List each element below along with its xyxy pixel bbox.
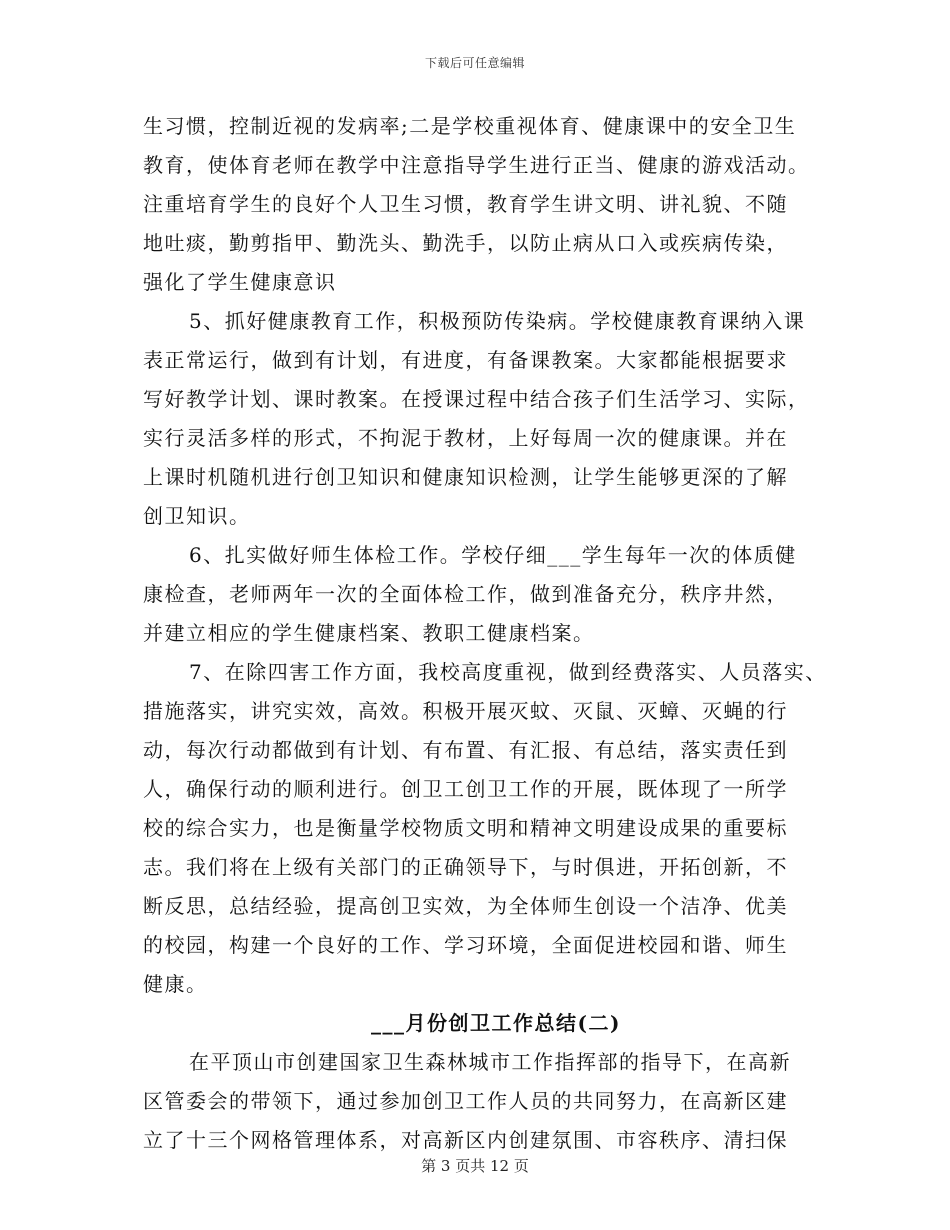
paragraph-line: 校的综合实力，也是衡量学校物质文明和精神文明建设成果的重要标 [143,816,788,840]
paragraph-line: 生习惯，控制近视的发病率;二是学校重视体育、健康课中的安全卫生 [143,114,797,138]
document-body [143,107,833,1160]
paragraph-line: 区管委会的带领下，通过参加创卫工作人员的共同努力，在高新区建 [143,1089,788,1113]
paragraph-line: 断反思，总结经验，提高创卫实效，为全体师生创设一个洁净、优美 [143,894,788,918]
paragraph-line: 志。我们将在上级有关部门的正确领导下，与时俱进，开拓创新，不 [143,855,788,879]
paragraph-line: 健康。 [143,972,208,996]
paragraph-line: 教育，使体育老师在教学中注意指导学生进行正当、健康的游戏活动。 [143,153,810,177]
page-number: 第 3 页共 12 页 [421,1157,529,1175]
paragraph-line: 地吐痰，勤剪指甲、勤洗头、勤洗手，以防止病从口入或疾病传染， [143,231,788,255]
paragraph-line: 动，每次行动都做到有计划、有布置、有汇报、有总结，落实责任到 [143,738,788,762]
section-title: ___月份创卫工作总结(二) [371,1011,621,1035]
paragraph-line: 注重培育学生的良好个人卫生习惯，教育学生讲文明、讲礼貌、不随 [143,192,788,216]
paragraph-line: 表正常运行，做到有计划，有进度，有备课教案。大家都能根据要求 [143,348,788,372]
paragraph-line: 实行灵活多样的形式，不拘泥于教材，上好每周一次的健康课。并在 [143,426,788,450]
paragraph-line: 立了十三个网格管理体系，对高新区内创建氛围、市容秩序、清扫保 [143,1128,788,1152]
paragraph-line: 7、在除四害工作方面，我校高度重视，做到经费落实、人员落实、 [189,660,827,684]
paragraph-line: 的校园，构建一个良好的工作、学习环境，全面促进校园和谐、师生 [143,933,788,957]
header-note: 下载后可任意编辑 [424,56,525,70]
paragraph-line: 并建立相应的学生健康档案、教职工健康档案。 [143,621,595,645]
paragraph-line: 强化了学生健康意识 [143,270,337,294]
paragraph-line: 写好教学计划、课时教案。在授课过程中结合孩子们生活学习、实际， [143,387,810,411]
paragraph-line: 人，确保行动的顺利进行。创卫工创卫工作的开展，既体现了一所学 [143,777,788,801]
paragraph-line: 6、扎实做好师生体检工作。学校仔细___学生每年一次的体质健 [189,543,797,567]
paragraph-line: 创卫知识。 [143,504,251,528]
paragraph-line: 康检查，老师两年一次的全面体检工作，做到准备充分，秩序井然， [143,582,788,606]
paragraph-line: 在平顶山市创建国家卫生森林城市工作指挥部的指导下，在高新 [189,1050,791,1074]
paragraph-line: 5、抓好健康教育工作，积极预防传染病。学校健康教育课纳入课 [189,309,806,333]
paragraph-line: 上课时机随机进行创卫知识和健康知识检测，让学生能够更深的了解 [143,465,788,489]
paragraph-line: 措施落实，讲究实效，高效。积极开展灭蚊、灭鼠、灭蟑、灭蝇的行 [143,699,788,723]
